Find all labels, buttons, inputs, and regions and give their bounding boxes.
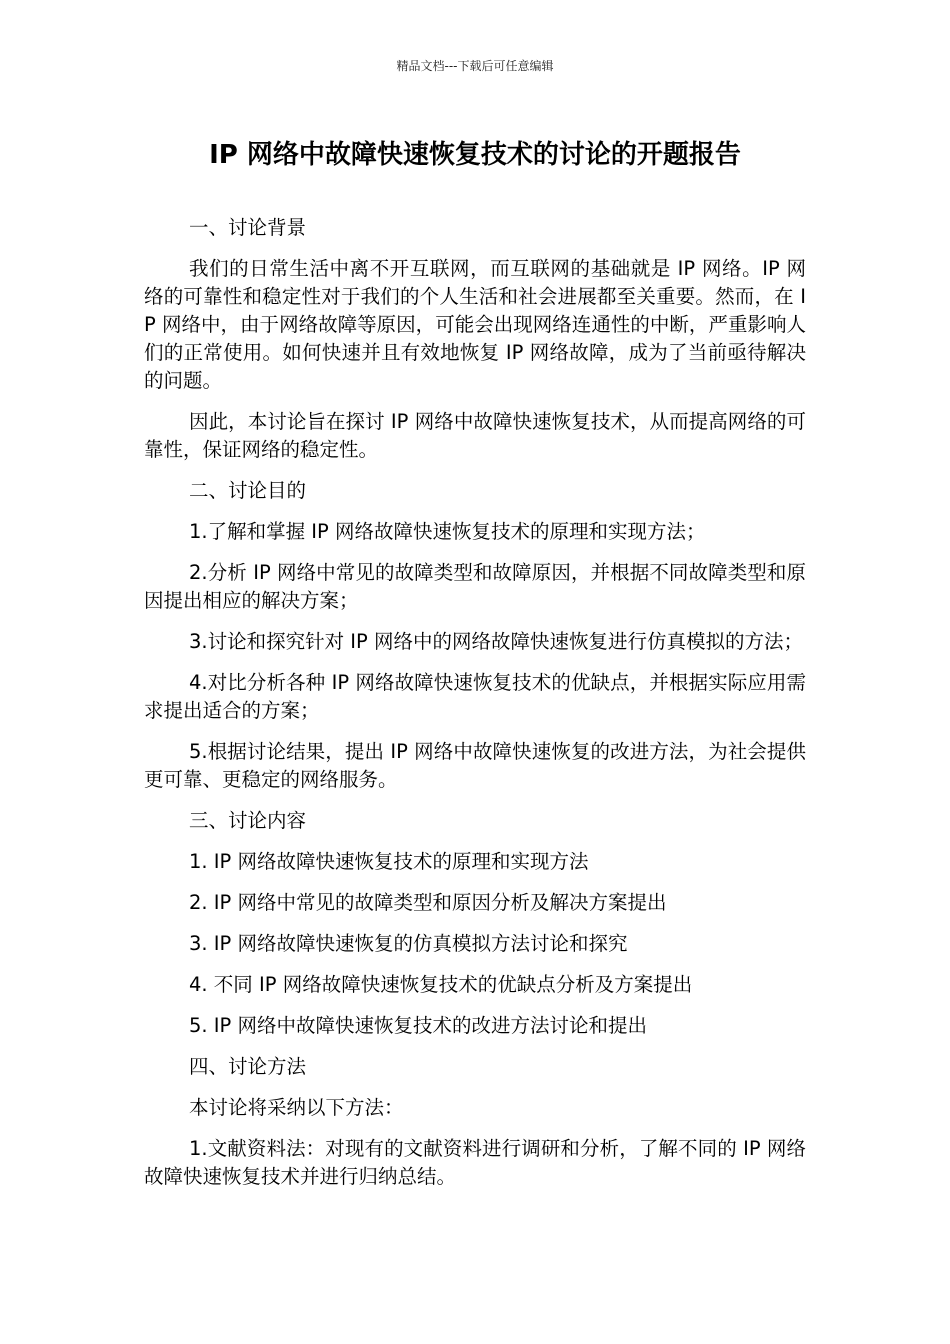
section-heading-background: 一、讨论背景	[189, 216, 307, 239]
purpose-item: 1.了解和掌握 IP 网络故障快速恢复技术的原理和实现方法；	[189, 520, 706, 543]
method-item: 1.文献资料法：对现有的文献资料进行调研和分析，了解不同的 IP 网络故障快速恢复技术并进行归纳总结。	[144, 1137, 806, 1188]
section-heading-method: 四、讨论方法	[189, 1055, 307, 1078]
content-item: 5. IP 网络中故障快速恢复技术的改进方法讨论和提出	[189, 1014, 648, 1037]
content-item: 3. IP 网络故障快速恢复的仿真模拟方法讨论和探究	[189, 932, 628, 955]
section-heading-content: 三、讨论内容	[189, 809, 307, 832]
content-item: 4. 不同 IP 网络故障快速恢复技术的优缺点分析及方案提出	[189, 973, 693, 996]
purpose-item: 5.根据讨论结果，提出 IP 网络中故障快速恢复的改进方法，为社会提供更可靠、更稳定的网络服务。	[144, 740, 806, 791]
method-intro: 本讨论将采纳以下方法：	[189, 1096, 404, 1119]
document-title: IP 网络中故障快速恢复技术的讨论的开题报告	[209, 140, 741, 170]
header-note: 精品文档---下载后可任意编辑	[396, 59, 554, 73]
content-item: 1. IP 网络故障快速恢复技术的原理和实现方法	[189, 850, 589, 873]
background-paragraph: 我们的日常生活中离不开互联网，而互联网的基础就是 IP 网络。IP 网络的可靠性和稳定性对于我们的个人生活和社会进展都至关重要。然而，在 IP 网络中，由于网络故障等原因，可能会出现网络连通性的中断，严重影响人们的正常使用。如何快速并且有效地恢复 IP 网络故障，成为了当前亟待解决的问题。	[144, 257, 806, 392]
purpose-item: 4.对比分析各种 IP 网络故障快速恢复技术的优缺点，并根据实际应用需求提出适合的方案；	[144, 671, 806, 722]
section-heading-purpose: 二、讨论目的	[189, 479, 307, 502]
background-paragraph: 因此，本讨论旨在探讨 IP 网络中故障快速恢复技术，从而提高网络的可靠性，保证网络的稳定性。	[144, 410, 806, 461]
purpose-item: 2.分析 IP 网络中常见的故障类型和故障原因，并根据不同故障类型和原因提出相应的解决方案；	[144, 561, 806, 612]
document-body	[144, 214, 806, 1204]
content-item: 2. IP 网络中常见的故障类型和原因分析及解决方案提出	[189, 891, 667, 914]
purpose-item: 3.讨论和探究针对 IP 网络中的网络故障快速恢复进行仿真模拟的方法；	[189, 630, 804, 653]
